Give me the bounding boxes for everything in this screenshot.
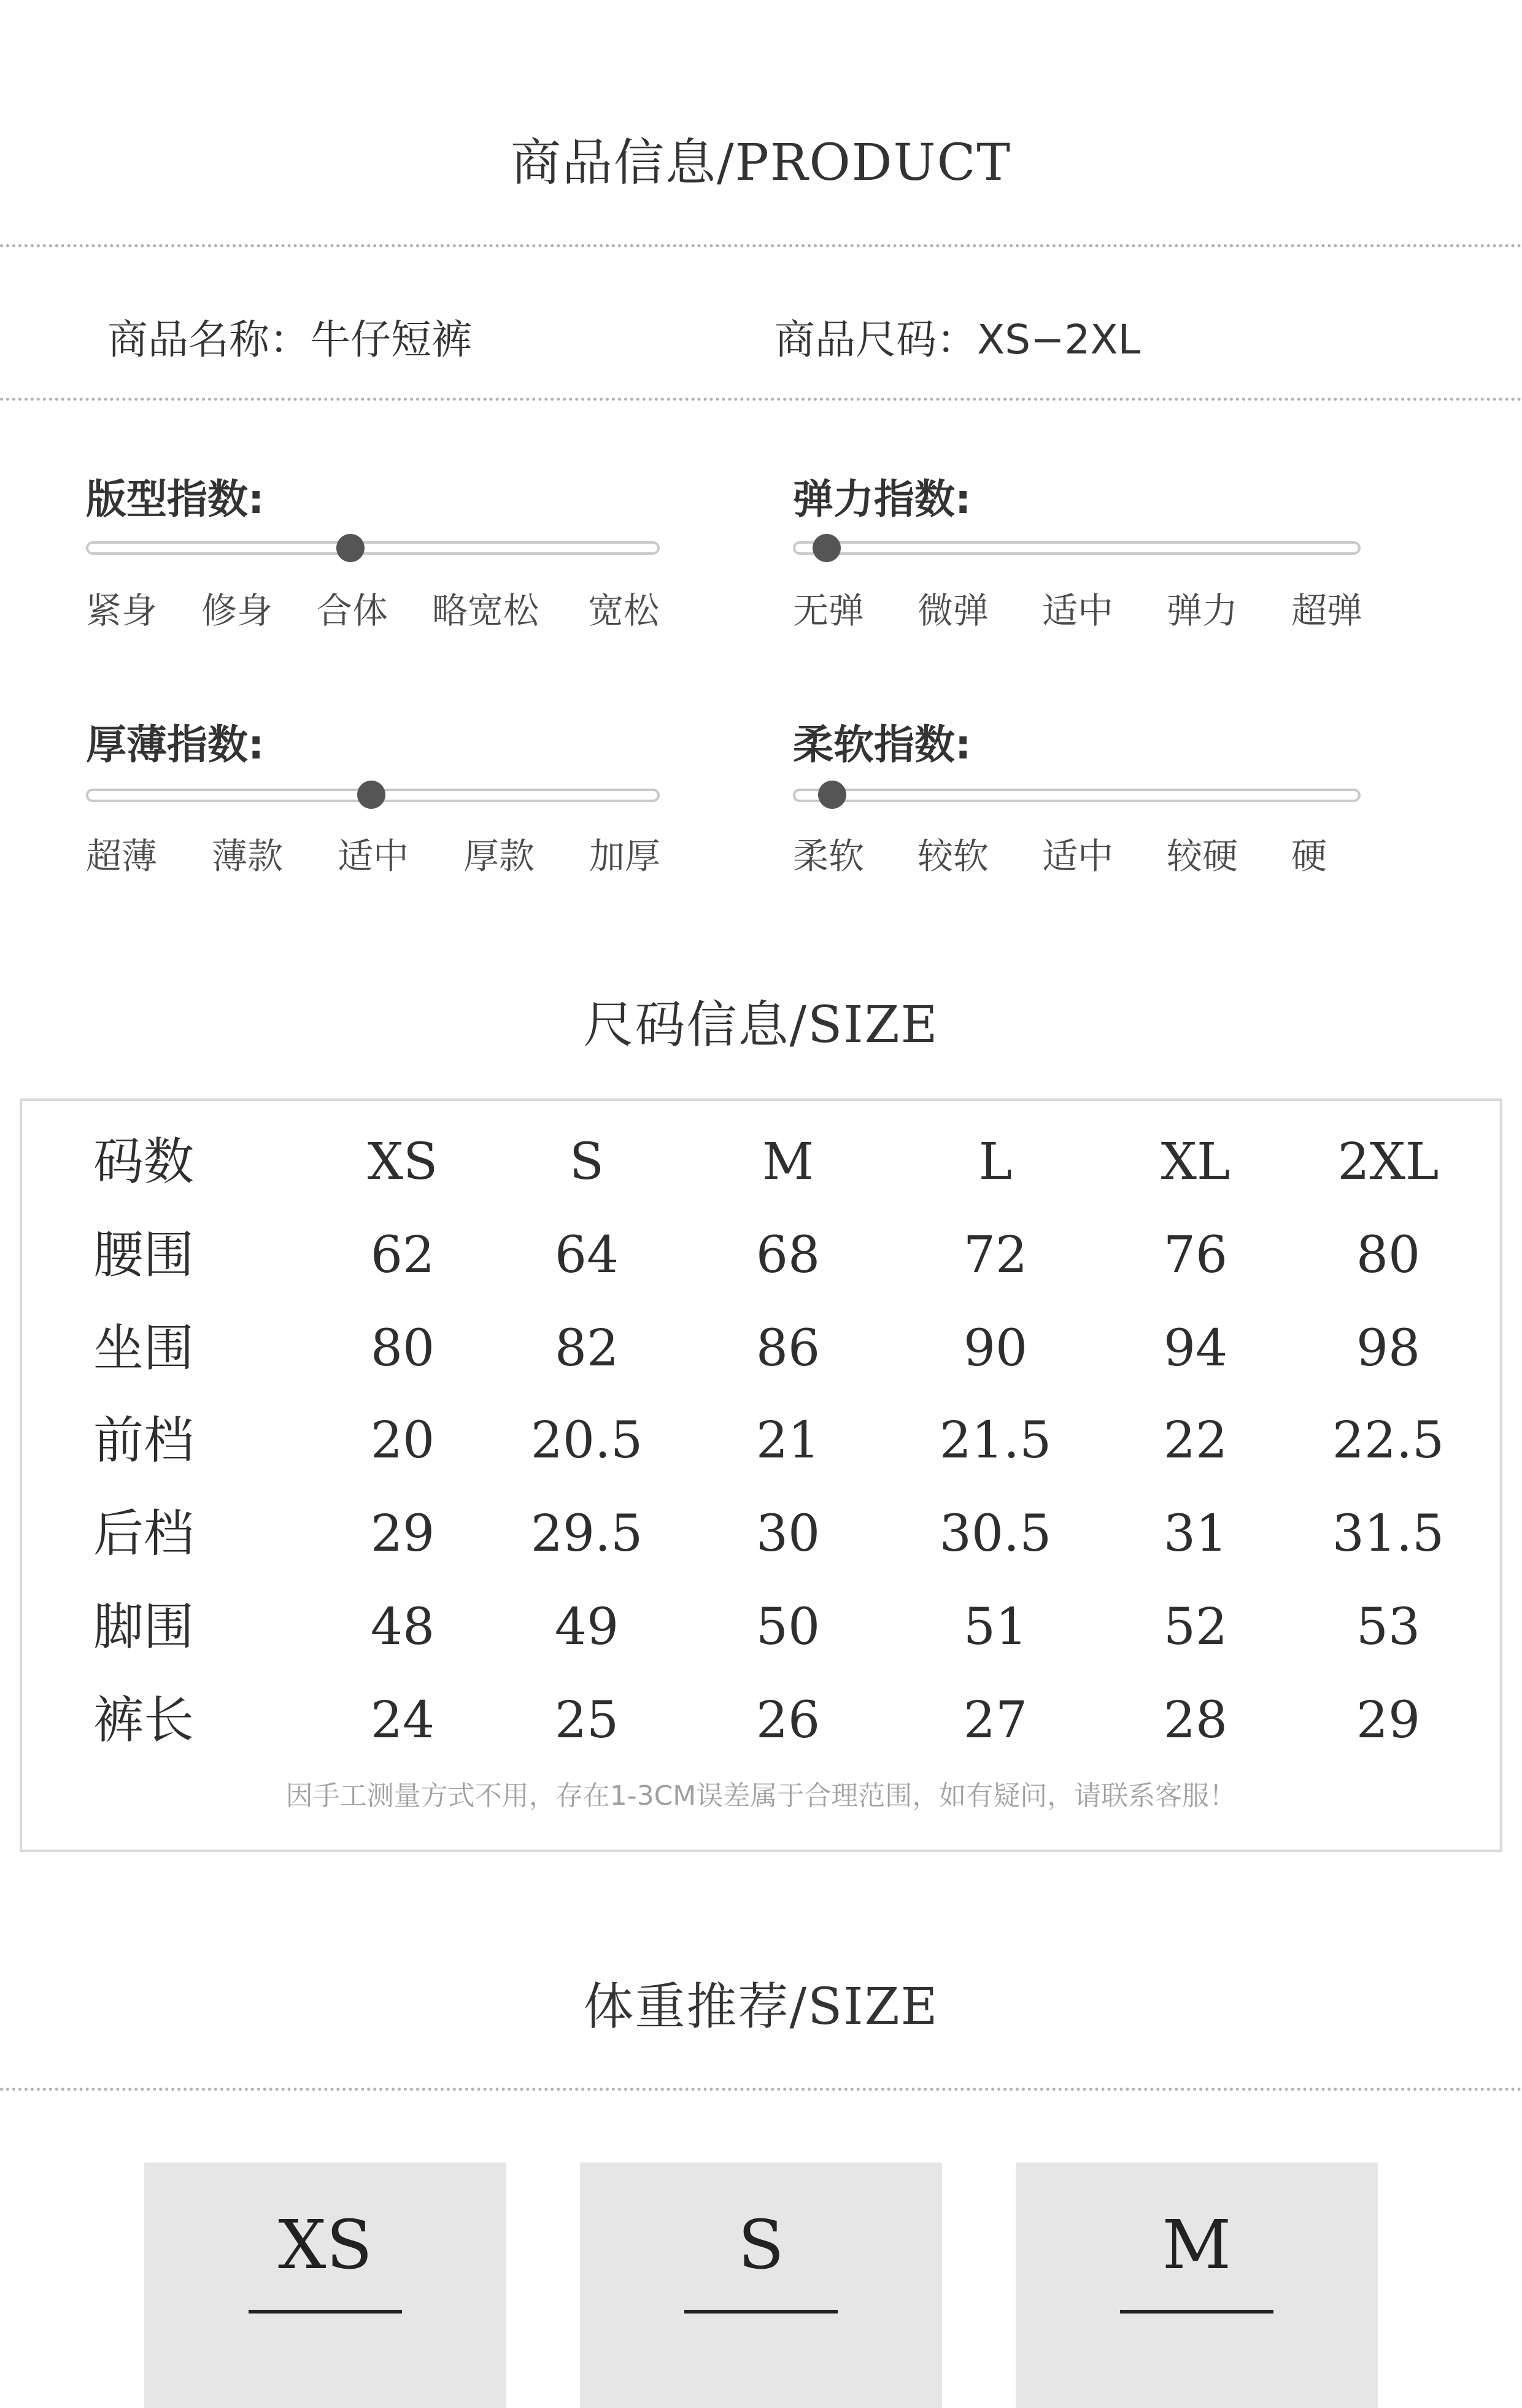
weight-card-xs <box>144 2163 506 2408</box>
table-cell: 31.5 <box>1332 1505 1445 1563</box>
table-cell: 29 <box>1356 1691 1421 1750</box>
table-header-cell: M <box>762 1133 814 1191</box>
table-row <box>22 1584 1500 1670</box>
table-header-cell: 2XL <box>1337 1133 1439 1191</box>
table-cell: 53 <box>1356 1598 1421 1656</box>
table-cell: 30 <box>755 1505 821 1563</box>
option-label: 合体 <box>317 590 388 631</box>
divider <box>0 2088 1522 2091</box>
fit-index-marker <box>336 534 365 562</box>
elasticity-index-title: 弹力指数: <box>793 476 972 523</box>
table-cell: 前档 <box>93 1411 195 1470</box>
option-label: 微弹 <box>917 590 989 631</box>
option-label: 修身 <box>201 590 273 631</box>
elasticity-index <box>793 466 971 525</box>
table-cell: 80 <box>370 1319 435 1378</box>
option-label: 无弹 <box>793 590 865 631</box>
table-cell: 50 <box>755 1598 821 1656</box>
table-cell: 21.5 <box>939 1411 1052 1470</box>
elasticity-index-marker <box>813 534 841 562</box>
option-label: 紧身 <box>86 590 158 631</box>
fit-index <box>86 466 264 525</box>
option-label: 超弹 <box>1291 590 1363 631</box>
product-size-label: 商品尺码：XS−2XL <box>775 316 1141 363</box>
softness-index-title: 柔软指数: <box>793 721 972 768</box>
softness-index-marker <box>818 781 846 809</box>
table-header-cell: L <box>978 1133 1013 1191</box>
table-cell: 82 <box>554 1319 619 1378</box>
size-section-title: 尺码信息/SIZE <box>583 996 939 1054</box>
table-header-cell: XL <box>1161 1133 1230 1191</box>
table-cell: 26 <box>755 1691 821 1750</box>
table-cell: 22.5 <box>1332 1411 1445 1470</box>
option-label: 加厚 <box>589 835 661 877</box>
thickness-index <box>86 712 264 770</box>
thickness-index-marker <box>357 781 385 809</box>
table-cell: 48 <box>370 1598 435 1656</box>
size-table <box>20 1098 1502 1852</box>
fit-index-track <box>86 541 660 555</box>
measurement-note: 因手工测量方式不用，存在1-3CM误差属于合理范围，如有疑问，请联系客服！ <box>285 1780 1237 1812</box>
divider <box>0 398 1522 401</box>
table-header-row <box>22 1119 1500 1205</box>
thickness-index-title: 厚薄指数: <box>86 721 265 768</box>
softness-index-options <box>793 827 1353 879</box>
option-label: 柔软 <box>793 835 865 877</box>
table-cell: 20.5 <box>530 1411 643 1470</box>
option-label: 厚款 <box>463 835 535 877</box>
table-cell: 腰围 <box>93 1226 195 1284</box>
table-cell: 30.5 <box>939 1505 1052 1563</box>
softness-index <box>793 712 971 770</box>
table-cell: 68 <box>755 1226 821 1284</box>
option-label: 适中 <box>1042 835 1114 877</box>
table-cell: 27 <box>963 1691 1028 1750</box>
table-cell: 94 <box>1163 1319 1228 1378</box>
option-label: 宽松 <box>588 590 660 631</box>
table-cell: 72 <box>963 1226 1028 1284</box>
weight-card-m <box>1016 2163 1378 2408</box>
table-cell: 坐围 <box>93 1319 195 1378</box>
option-label: 弹力 <box>1167 590 1238 631</box>
softness-index-track <box>793 789 1361 802</box>
table-cell: 22 <box>1163 1411 1228 1470</box>
option-label: 较硬 <box>1167 835 1238 877</box>
table-cell: 98 <box>1356 1319 1421 1378</box>
table-header-cell: 码数 <box>93 1133 195 1191</box>
table-header-cell: XS <box>367 1133 438 1191</box>
weight-section-title: 体重推荐/SIZE <box>583 1978 939 2036</box>
elasticity-index-track <box>793 541 1361 555</box>
weight-card-label: M <box>1162 2205 1232 2284</box>
table-cell: 24 <box>370 1691 435 1750</box>
table-cell: 裤长 <box>93 1691 195 1750</box>
weight-card-s <box>580 2163 942 2408</box>
fit-index-title: 版型指数: <box>86 476 265 523</box>
option-label: 略宽松 <box>432 590 539 631</box>
table-cell: 76 <box>1163 1226 1228 1284</box>
fit-index-options <box>86 582 674 633</box>
thickness-index-options <box>86 827 675 879</box>
table-cell: 21 <box>755 1411 821 1470</box>
option-label: 薄款 <box>212 835 284 877</box>
card-underline <box>1120 2310 1273 2313</box>
option-label: 适中 <box>1042 590 1114 631</box>
card-underline <box>249 2310 402 2313</box>
option-label: 超薄 <box>86 835 158 877</box>
table-row <box>22 1678 1500 1764</box>
table-cell: 20 <box>370 1411 435 1470</box>
table-cell: 51 <box>963 1598 1028 1656</box>
table-cell: 86 <box>755 1319 821 1378</box>
table-cell: 64 <box>554 1226 619 1284</box>
product-section-title: 商品信息/PRODUCT <box>510 134 1012 192</box>
table-row <box>22 1398 1500 1484</box>
table-row <box>22 1491 1500 1577</box>
table-row <box>22 1213 1500 1299</box>
table-cell: 62 <box>370 1226 435 1284</box>
table-cell: 80 <box>1356 1226 1421 1284</box>
table-cell: 脚围 <box>93 1598 195 1656</box>
option-label: 适中 <box>338 835 409 877</box>
table-cell: 后档 <box>93 1505 195 1563</box>
product-name-label: 商品名称：牛仔短裤 <box>107 316 472 363</box>
option-label: 硬 <box>1291 835 1327 877</box>
divider <box>0 244 1522 247</box>
table-cell: 90 <box>963 1319 1028 1378</box>
table-cell: 25 <box>554 1691 619 1750</box>
table-header-cell: S <box>569 1133 605 1191</box>
table-cell: 28 <box>1163 1691 1228 1750</box>
table-cell: 31 <box>1163 1505 1228 1563</box>
table-cell: 29.5 <box>530 1505 643 1563</box>
table-cell: 52 <box>1163 1598 1228 1656</box>
elasticity-index-options <box>793 582 1377 633</box>
weight-card-label: S <box>738 2205 784 2284</box>
weight-card-label: XS <box>278 2205 373 2284</box>
card-underline <box>684 2310 838 2313</box>
option-label: 较软 <box>917 835 989 877</box>
table-cell: 29 <box>370 1505 435 1563</box>
table-cell: 49 <box>554 1598 619 1656</box>
table-row <box>22 1306 1500 1392</box>
